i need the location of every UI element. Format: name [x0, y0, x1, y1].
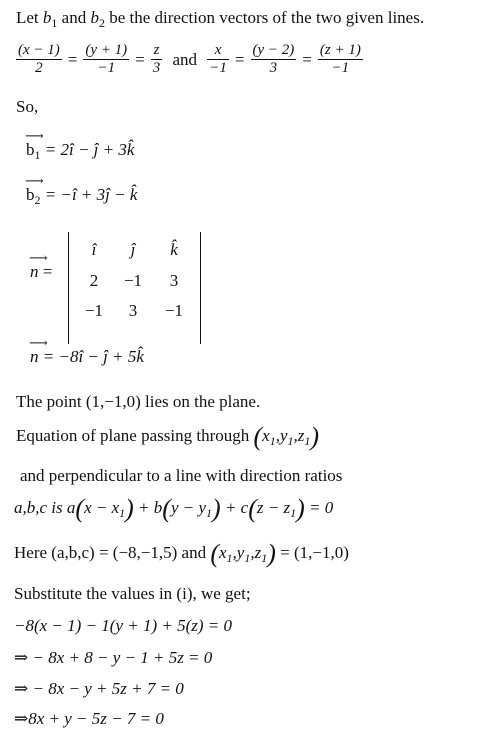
b1-vector: ⟶ b — [25, 128, 44, 159]
abc-text: a,b,c is — [14, 498, 63, 517]
det-cell-r2c1: 2 — [89, 271, 99, 290]
b2-equation: ⟶ $b_2$ = −î + 3ĵ − k̂ — [25, 173, 138, 207]
intro-and: and — [61, 8, 87, 27]
step-3: ⇒ − 8x − y + 5z + 7 = 0 — [14, 679, 184, 698]
intro-lead: Let — [16, 8, 39, 27]
n-rhs: = −8î − ĵ + 5k̂ — [42, 347, 144, 366]
det-right-bar — [200, 232, 201, 344]
step-1: −8(x − 1) − 1(y + 1) + 5(z) = 0 — [14, 616, 233, 635]
point-x1y1z1: $(x_1,y_1,z_1)$ — [253, 422, 320, 452]
line-equations: $\frac{(x - 1)}{2}$ = $\frac{(y + 1)}{-1}$ = $\frac{z}{3}$ and $\frac{x}{-1}$ = $\frac{(y - 2)}{3}$ = $\frac{(z + 1)}{-1}$ — [18, 42, 361, 76]
b2-subscript: 2 — [98, 16, 105, 30]
so-text: So, — [16, 97, 39, 116]
plane-equation-line — [14, 494, 334, 524]
perpendicular-text: and perpendicular to a line with direction ratios — [20, 466, 343, 485]
det-label: ⟶ n = — [29, 250, 53, 281]
intro-tail: be the direction vectors of the two given lines. — [109, 8, 425, 27]
det-cell-r3c2: 3 — [128, 301, 138, 320]
det-cell-r2c3: 3 — [169, 271, 179, 290]
and-word: and — [172, 49, 198, 69]
det-cell-k: k̂ — [170, 240, 178, 259]
intro-line — [16, 8, 424, 28]
n-equation — [29, 335, 144, 367]
det-cell-i: î — [91, 240, 97, 259]
n-vector: ⟶ n — [29, 335, 48, 366]
here-point: $(x_1,y_1,z_1)$ — [210, 539, 276, 569]
here-rhs: = (1,−1,0) — [280, 543, 349, 562]
fraction-6: $\frac{(z + 1)}{-1}$ — [319, 42, 361, 76]
det-cell-r3c3: −1 — [164, 301, 184, 320]
b1-subscript: 1 — [51, 16, 58, 30]
point-text: The point (1,−1,0) lies on the plane. — [16, 392, 261, 411]
fraction-5: $\frac{(y - 2)}{3}$ — [252, 42, 295, 76]
step-2: ⇒ − 8x + 8 − y − 1 + 5z = 0 — [14, 648, 213, 667]
b2-symbol: b — [90, 8, 99, 27]
step-4: ⇒8x + y − 5z − 7 = 0 — [14, 709, 164, 728]
fraction-2: $\frac{(y + 1)}{-1}$ — [85, 42, 128, 76]
fraction-1: $\frac{(x - 1)}{2}$ — [18, 42, 60, 76]
plane-through-line — [16, 422, 320, 452]
b2-vector: ⟶ b — [25, 173, 44, 204]
det-left-bar — [68, 232, 69, 344]
fraction-3: $\frac{z}{3}$ — [152, 42, 161, 76]
det-cell-j: ĵ — [130, 240, 136, 259]
det-cell-r2c2: −1 — [123, 271, 143, 290]
here-line — [14, 539, 349, 569]
fraction-4: $\frac{x}{-1}$ — [209, 42, 227, 76]
det-cell-r3c1: −1 — [84, 301, 104, 320]
b2-rhs: = −î + 3ĵ − k̂ — [44, 185, 138, 204]
b1-rhs: = 2î − ĵ + 3k̂ — [44, 140, 135, 159]
plane-equation: $a(x - x_1) + b(y - y_1) + c(z - z_1) = 0$ — [66, 494, 334, 524]
substitute-text: Substitute the values in (i), we get; — [14, 584, 251, 603]
b1-symbol: b — [42, 8, 52, 27]
here-text: Here (a,b,c) = (−8,−1,5) and — [14, 543, 207, 562]
plane-through-text: Equation of plane passing through — [16, 426, 250, 445]
b1-equation: ⟶ $b_1$ = 2î − ĵ + 3k̂ — [25, 128, 135, 162]
